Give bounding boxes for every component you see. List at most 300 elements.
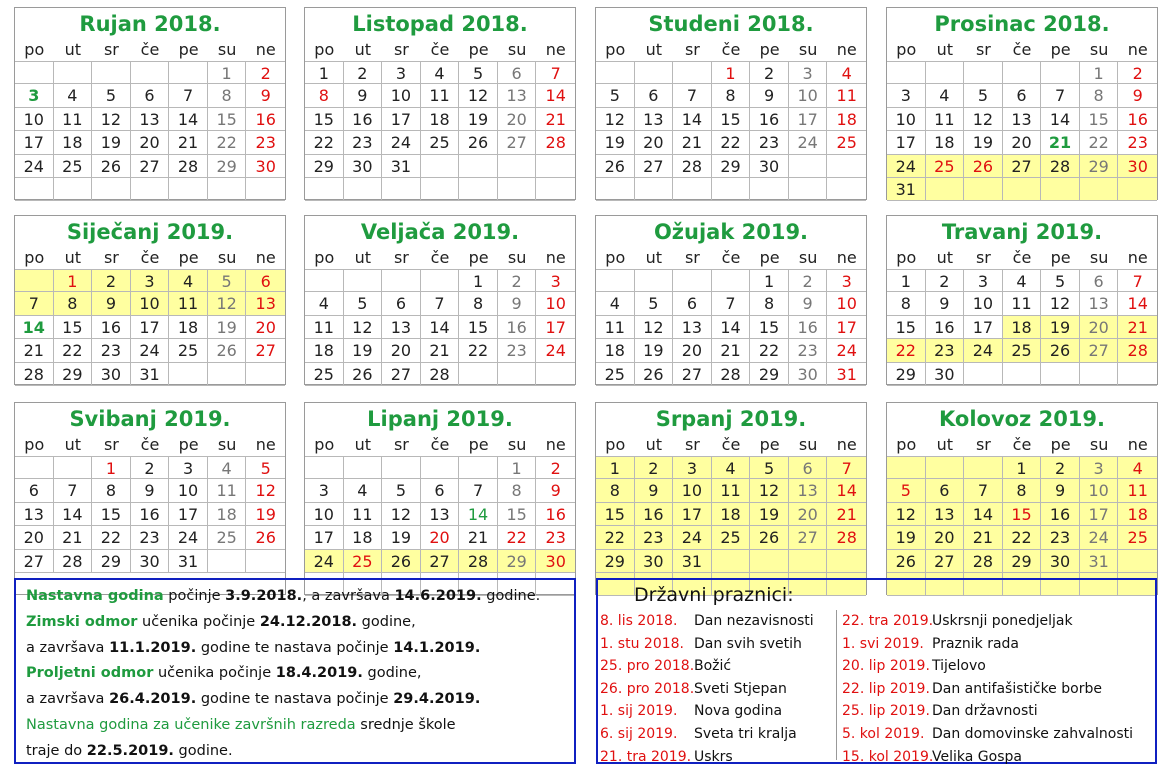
day-cell: 20 bbox=[498, 108, 537, 131]
day-cell: 30 bbox=[789, 363, 828, 386]
empty-day-cell bbox=[1118, 550, 1157, 573]
empty-day-cell bbox=[421, 155, 460, 178]
day-cell: 7 bbox=[459, 479, 498, 502]
day-cell: 8 bbox=[92, 479, 131, 502]
empty-day-cell bbox=[498, 363, 537, 386]
day-cell: 15 bbox=[498, 503, 537, 526]
holidays-right-column bbox=[842, 610, 1133, 768]
day-cell: 13 bbox=[131, 108, 170, 131]
weekday-header: sr bbox=[975, 40, 991, 59]
day-cell: 16 bbox=[246, 108, 285, 131]
day-cell: 3 bbox=[305, 479, 344, 502]
empty-day-cell bbox=[596, 269, 635, 292]
weekday-header: po bbox=[605, 248, 626, 267]
empty-day-cell bbox=[459, 363, 498, 386]
month-title: Siječanj 2019. bbox=[66, 220, 234, 244]
day-cell: 24 bbox=[827, 339, 866, 362]
empty-day-cell bbox=[1041, 61, 1080, 84]
day-cell: 13 bbox=[1080, 292, 1119, 315]
empty-day-cell bbox=[459, 155, 498, 178]
day-cell: 8 bbox=[208, 84, 247, 107]
day-cell: 23 bbox=[750, 131, 789, 154]
day-cell: 4 bbox=[926, 84, 965, 107]
day-cell: 10 bbox=[536, 292, 575, 315]
day-cell: 6 bbox=[131, 84, 170, 107]
weekday-header: ne bbox=[836, 248, 857, 267]
month-days-grid bbox=[887, 38, 1157, 201]
holiday-date: 22. lip 2019. bbox=[842, 680, 930, 697]
day-cell: 25 bbox=[421, 131, 460, 154]
weekday-header: če bbox=[1012, 435, 1032, 454]
day-cell: 29 bbox=[887, 363, 926, 386]
month-card bbox=[14, 7, 286, 200]
holiday-date: 25. pro 2018. bbox=[600, 658, 695, 675]
empty-day-cell bbox=[964, 363, 1003, 386]
day-cell: 16 bbox=[344, 108, 383, 131]
holiday-name: Sveta tri kralja bbox=[694, 725, 797, 742]
day-cell: 3 bbox=[673, 456, 712, 479]
day-cell: 21 bbox=[421, 339, 460, 362]
day-cell: 21 bbox=[459, 526, 498, 549]
day-cell: 5 bbox=[887, 479, 926, 502]
month-days-grid bbox=[305, 433, 575, 596]
day-cell: 17 bbox=[964, 316, 1003, 339]
day-cell: 18 bbox=[712, 503, 751, 526]
day-cell: 13 bbox=[1003, 108, 1042, 131]
holidays-divider bbox=[836, 610, 837, 760]
empty-day-cell bbox=[635, 269, 674, 292]
month-days-grid bbox=[305, 38, 575, 201]
day-cell: 15 bbox=[92, 503, 131, 526]
day-cell: 28 bbox=[712, 363, 751, 386]
day-cell: 27 bbox=[382, 363, 421, 386]
day-cell: 12 bbox=[887, 503, 926, 526]
day-cell: 28 bbox=[964, 550, 1003, 573]
weekday-header: po bbox=[605, 435, 626, 454]
day-cell: 9 bbox=[1041, 479, 1080, 502]
day-cell: 25 bbox=[712, 526, 751, 549]
day-cell: 18 bbox=[54, 131, 93, 154]
weekday-header: pe bbox=[1050, 248, 1071, 267]
day-cell: 28 bbox=[536, 131, 575, 154]
day-cell: 19 bbox=[596, 131, 635, 154]
day-cell: 1 bbox=[92, 456, 131, 479]
day-cell: 22 bbox=[305, 131, 344, 154]
day-cell: 22 bbox=[1003, 526, 1042, 549]
day-cell: 30 bbox=[1118, 155, 1157, 178]
day-cell: 2 bbox=[926, 269, 965, 292]
day-cell: 25 bbox=[596, 363, 635, 386]
day-cell: 8 bbox=[750, 292, 789, 315]
holiday-name: Uskrsnji ponedjeljak bbox=[932, 613, 1073, 629]
weekday-header: sr bbox=[393, 435, 409, 454]
day-cell: 31 bbox=[1080, 550, 1119, 573]
day-cell: 21 bbox=[1041, 131, 1080, 154]
day-cell: 6 bbox=[635, 84, 674, 107]
weekday-header: pe bbox=[759, 40, 780, 59]
empty-day-cell bbox=[1080, 363, 1119, 386]
weekday-header: po bbox=[896, 40, 917, 59]
day-cell: 5 bbox=[750, 456, 789, 479]
day-cell: 10 bbox=[887, 108, 926, 131]
day-cell: 17 bbox=[15, 131, 54, 154]
weekday-header: su bbox=[507, 40, 527, 59]
holiday-row bbox=[842, 746, 1133, 769]
weekday-header: ut bbox=[354, 435, 372, 454]
weekday-header: su bbox=[1089, 248, 1109, 267]
day-cell: 20 bbox=[382, 339, 421, 362]
day-cell: 5 bbox=[382, 479, 421, 502]
day-cell: 20 bbox=[1080, 316, 1119, 339]
empty-day-cell bbox=[15, 269, 54, 292]
day-cell: 27 bbox=[1003, 155, 1042, 178]
month-card bbox=[595, 402, 867, 595]
day-cell: 26 bbox=[750, 526, 789, 549]
day-cell: 26 bbox=[246, 526, 285, 549]
day-cell: 10 bbox=[827, 292, 866, 315]
weekday-header: ne bbox=[1127, 40, 1148, 59]
weekday-header: su bbox=[507, 435, 527, 454]
day-cell: 11 bbox=[596, 316, 635, 339]
month-title: Lipanj 2019. bbox=[367, 407, 513, 431]
empty-day-cell bbox=[827, 155, 866, 178]
day-cell: 18 bbox=[421, 108, 460, 131]
weekday-header: po bbox=[314, 248, 335, 267]
day-cell: 14 bbox=[827, 479, 866, 502]
weekday-header: ut bbox=[354, 40, 372, 59]
month-days-grid bbox=[15, 246, 285, 386]
day-cell: 16 bbox=[635, 503, 674, 526]
day-cell: 23 bbox=[789, 339, 828, 362]
weekday-header: pe bbox=[468, 435, 489, 454]
empty-day-cell bbox=[536, 363, 575, 386]
day-cell: 23 bbox=[498, 339, 537, 362]
day-cell: 3 bbox=[827, 269, 866, 292]
info-line-4: Proljetni odmor učenika počinje 18.4.2019. godine, bbox=[26, 665, 422, 682]
day-cell: 15 bbox=[1003, 503, 1042, 526]
day-cell: 31 bbox=[382, 155, 421, 178]
day-cell: 10 bbox=[673, 479, 712, 502]
day-cell: 5 bbox=[596, 84, 635, 107]
holiday-name: Tijelovo bbox=[932, 658, 986, 675]
day-cell: 7 bbox=[15, 292, 54, 315]
weekday-header: če bbox=[721, 40, 741, 59]
holiday-row bbox=[600, 678, 814, 701]
day-cell: 8 bbox=[887, 292, 926, 315]
holiday-date: 25. lip 2019. bbox=[842, 703, 930, 720]
empty-day-cell bbox=[459, 456, 498, 479]
empty-day-cell bbox=[208, 550, 247, 573]
day-cell: 8 bbox=[54, 292, 93, 315]
day-cell: 15 bbox=[208, 108, 247, 131]
day-cell: 12 bbox=[459, 84, 498, 107]
empty-day-cell bbox=[1003, 178, 1042, 201]
day-cell: 27 bbox=[498, 131, 537, 154]
day-cell: 13 bbox=[673, 316, 712, 339]
empty-day-cell bbox=[305, 456, 344, 479]
day-cell: 12 bbox=[208, 292, 247, 315]
day-cell: 5 bbox=[1041, 269, 1080, 292]
day-cell: 19 bbox=[208, 316, 247, 339]
day-cell: 6 bbox=[498, 61, 537, 84]
weekday-header: ut bbox=[645, 435, 663, 454]
day-cell: 19 bbox=[1041, 316, 1080, 339]
day-cell: 7 bbox=[54, 479, 93, 502]
day-cell: 13 bbox=[421, 503, 460, 526]
holiday-row bbox=[600, 723, 814, 746]
day-cell: 24 bbox=[887, 155, 926, 178]
day-cell: 29 bbox=[208, 155, 247, 178]
empty-day-cell bbox=[459, 178, 498, 201]
day-cell: 30 bbox=[131, 550, 170, 573]
day-cell: 26 bbox=[92, 155, 131, 178]
day-cell: 21 bbox=[15, 339, 54, 362]
day-cell: 11 bbox=[827, 84, 866, 107]
day-cell: 17 bbox=[789, 108, 828, 131]
weekday-header: su bbox=[798, 435, 818, 454]
day-cell: 14 bbox=[1041, 108, 1080, 131]
month-title: Studeni 2018. bbox=[648, 12, 814, 36]
month-card bbox=[886, 215, 1158, 385]
day-cell: 25 bbox=[169, 339, 208, 362]
empty-day-cell bbox=[15, 456, 54, 479]
weekday-header: sr bbox=[975, 248, 991, 267]
day-cell: 20 bbox=[1003, 131, 1042, 154]
empty-day-cell bbox=[169, 363, 208, 386]
holiday-row bbox=[600, 610, 814, 633]
day-cell: 19 bbox=[750, 503, 789, 526]
day-cell: 30 bbox=[246, 155, 285, 178]
day-cell: 20 bbox=[635, 131, 674, 154]
day-cell: 1 bbox=[459, 269, 498, 292]
weekday-header: ne bbox=[545, 435, 566, 454]
day-cell: 1 bbox=[305, 61, 344, 84]
weekday-header: ut bbox=[64, 40, 82, 59]
day-cell: 8 bbox=[459, 292, 498, 315]
weekday-header: če bbox=[721, 248, 741, 267]
empty-day-cell bbox=[827, 178, 866, 201]
empty-day-cell bbox=[596, 178, 635, 201]
holiday-date: 1. sij 2019. bbox=[600, 703, 678, 720]
holiday-name: Praznik rada bbox=[932, 635, 1020, 652]
day-cell: 13 bbox=[926, 503, 965, 526]
day-cell: 4 bbox=[421, 61, 460, 84]
weekday-header: ne bbox=[545, 40, 566, 59]
day-cell: 29 bbox=[1003, 550, 1042, 573]
day-cell: 15 bbox=[1080, 108, 1119, 131]
empty-day-cell bbox=[635, 178, 674, 201]
holiday-row bbox=[600, 633, 814, 656]
holiday-row bbox=[600, 655, 814, 678]
day-cell: 28 bbox=[1118, 339, 1157, 362]
day-cell: 6 bbox=[673, 292, 712, 315]
day-cell: 12 bbox=[92, 108, 131, 131]
day-cell: 22 bbox=[887, 339, 926, 362]
day-cell: 17 bbox=[305, 526, 344, 549]
day-cell: 28 bbox=[1041, 155, 1080, 178]
day-cell: 5 bbox=[246, 456, 285, 479]
day-cell: 7 bbox=[712, 292, 751, 315]
info-line-5: a završava 26.4.2019. godine te nastava počinje 29.4.2019. bbox=[26, 691, 481, 708]
weekday-header: ut bbox=[354, 248, 372, 267]
day-cell: 24 bbox=[789, 131, 828, 154]
day-cell: 30 bbox=[344, 155, 383, 178]
day-cell: 18 bbox=[596, 339, 635, 362]
weekday-header: ut bbox=[64, 435, 82, 454]
day-cell: 10 bbox=[169, 479, 208, 502]
day-cell: 31 bbox=[827, 363, 866, 386]
day-cell: 19 bbox=[92, 131, 131, 154]
holiday-row bbox=[842, 655, 1133, 678]
weekday-header: po bbox=[314, 40, 335, 59]
day-cell: 24 bbox=[169, 526, 208, 549]
month-card bbox=[304, 215, 576, 385]
day-cell: 19 bbox=[964, 131, 1003, 154]
day-cell: 25 bbox=[926, 155, 965, 178]
weekday-header: sr bbox=[103, 248, 119, 267]
day-cell: 22 bbox=[750, 339, 789, 362]
day-cell: 2 bbox=[344, 61, 383, 84]
empty-day-cell bbox=[789, 550, 828, 573]
day-cell: 21 bbox=[827, 503, 866, 526]
day-cell: 16 bbox=[131, 503, 170, 526]
weekday-header: če bbox=[430, 248, 450, 267]
day-cell: 18 bbox=[827, 108, 866, 131]
empty-day-cell bbox=[92, 61, 131, 84]
empty-day-cell bbox=[208, 178, 247, 201]
day-cell: 2 bbox=[635, 456, 674, 479]
weekday-header: su bbox=[217, 435, 237, 454]
day-cell: 26 bbox=[459, 131, 498, 154]
empty-day-cell bbox=[712, 178, 751, 201]
day-cell: 3 bbox=[964, 269, 1003, 292]
day-cell: 6 bbox=[926, 479, 965, 502]
empty-day-cell bbox=[964, 61, 1003, 84]
empty-day-cell bbox=[789, 155, 828, 178]
day-cell: 31 bbox=[131, 363, 170, 386]
day-cell: 6 bbox=[421, 479, 460, 502]
day-cell: 11 bbox=[421, 84, 460, 107]
day-cell: 16 bbox=[498, 316, 537, 339]
weekday-header: če bbox=[430, 40, 450, 59]
weekday-header: če bbox=[140, 435, 160, 454]
holiday-name: Dan državnosti bbox=[932, 703, 1038, 720]
day-cell: 23 bbox=[635, 526, 674, 549]
empty-day-cell bbox=[131, 61, 170, 84]
day-cell: 17 bbox=[827, 316, 866, 339]
empty-day-cell bbox=[712, 550, 751, 573]
day-cell: 11 bbox=[54, 108, 93, 131]
empty-day-cell bbox=[421, 456, 460, 479]
day-cell: 6 bbox=[1080, 269, 1119, 292]
day-cell: 28 bbox=[421, 363, 460, 386]
day-cell: 23 bbox=[926, 339, 965, 362]
day-cell: 15 bbox=[712, 108, 751, 131]
empty-day-cell bbox=[498, 178, 537, 201]
day-cell: 6 bbox=[1003, 84, 1042, 107]
holiday-date: 6. sij 2019. bbox=[600, 725, 678, 742]
info-line-2: Zimski odmor učenika počinje 24.12.2018. godine, bbox=[26, 613, 416, 630]
day-cell: 30 bbox=[635, 550, 674, 573]
weekday-header: po bbox=[896, 248, 917, 267]
day-cell: 7 bbox=[1118, 269, 1157, 292]
holiday-date: 21. tra 2019. bbox=[600, 748, 692, 765]
day-cell: 29 bbox=[305, 155, 344, 178]
day-cell: 21 bbox=[712, 339, 751, 362]
day-cell: 11 bbox=[305, 316, 344, 339]
day-cell: 19 bbox=[887, 526, 926, 549]
day-cell: 5 bbox=[208, 269, 247, 292]
day-cell: 29 bbox=[1080, 155, 1119, 178]
month-card bbox=[886, 402, 1158, 595]
weekday-header: pe bbox=[178, 435, 199, 454]
day-cell: 14 bbox=[964, 503, 1003, 526]
day-cell: 22 bbox=[92, 526, 131, 549]
month-card bbox=[886, 7, 1158, 200]
day-cell: 17 bbox=[382, 108, 421, 131]
empty-day-cell bbox=[169, 178, 208, 201]
day-cell: 6 bbox=[382, 292, 421, 315]
day-cell: 24 bbox=[1080, 526, 1119, 549]
weekday-header: pe bbox=[1050, 435, 1071, 454]
day-cell: 4 bbox=[827, 61, 866, 84]
day-cell: 8 bbox=[712, 84, 751, 107]
day-cell: 21 bbox=[536, 108, 575, 131]
holiday-date: 1. stu 2018. bbox=[600, 635, 684, 652]
weekday-header: ne bbox=[836, 435, 857, 454]
day-cell: 26 bbox=[887, 550, 926, 573]
day-cell: 14 bbox=[169, 108, 208, 131]
school-year-info bbox=[14, 578, 576, 764]
holiday-row bbox=[600, 746, 814, 769]
day-cell: 30 bbox=[1041, 550, 1080, 573]
empty-day-cell bbox=[926, 61, 965, 84]
day-cell: 18 bbox=[305, 339, 344, 362]
day-cell: 26 bbox=[344, 363, 383, 386]
day-cell: 11 bbox=[208, 479, 247, 502]
day-cell: 23 bbox=[246, 131, 285, 154]
day-cell: 11 bbox=[926, 108, 965, 131]
day-cell: 17 bbox=[673, 503, 712, 526]
day-cell: 7 bbox=[964, 479, 1003, 502]
empty-day-cell bbox=[1003, 363, 1042, 386]
day-cell: 9 bbox=[536, 479, 575, 502]
holiday-date: 20. lip 2019. bbox=[842, 658, 930, 675]
day-cell: 23 bbox=[344, 131, 383, 154]
day-cell: 24 bbox=[15, 155, 54, 178]
day-cell: 15 bbox=[596, 503, 635, 526]
month-days-grid bbox=[15, 433, 285, 573]
holiday-row bbox=[842, 678, 1133, 701]
day-cell: 16 bbox=[1118, 108, 1157, 131]
day-cell: 3 bbox=[131, 269, 170, 292]
day-cell: 26 bbox=[1041, 339, 1080, 362]
month-card bbox=[304, 402, 576, 595]
month-title: Prosinac 2018. bbox=[934, 12, 1110, 36]
weekday-header: pe bbox=[178, 248, 199, 267]
day-cell: 4 bbox=[344, 479, 383, 502]
weekday-header: pe bbox=[468, 40, 489, 59]
month-title: Listopad 2018. bbox=[352, 12, 528, 36]
day-cell: 11 bbox=[169, 292, 208, 315]
day-cell: 25 bbox=[827, 131, 866, 154]
day-cell: 28 bbox=[827, 526, 866, 549]
info-line-6: Nastavna godina za učenike završnih razreda srednje škole bbox=[26, 716, 456, 733]
day-cell: 5 bbox=[635, 292, 674, 315]
day-cell: 15 bbox=[750, 316, 789, 339]
day-cell: 19 bbox=[246, 503, 285, 526]
month-days-grid bbox=[596, 38, 866, 201]
